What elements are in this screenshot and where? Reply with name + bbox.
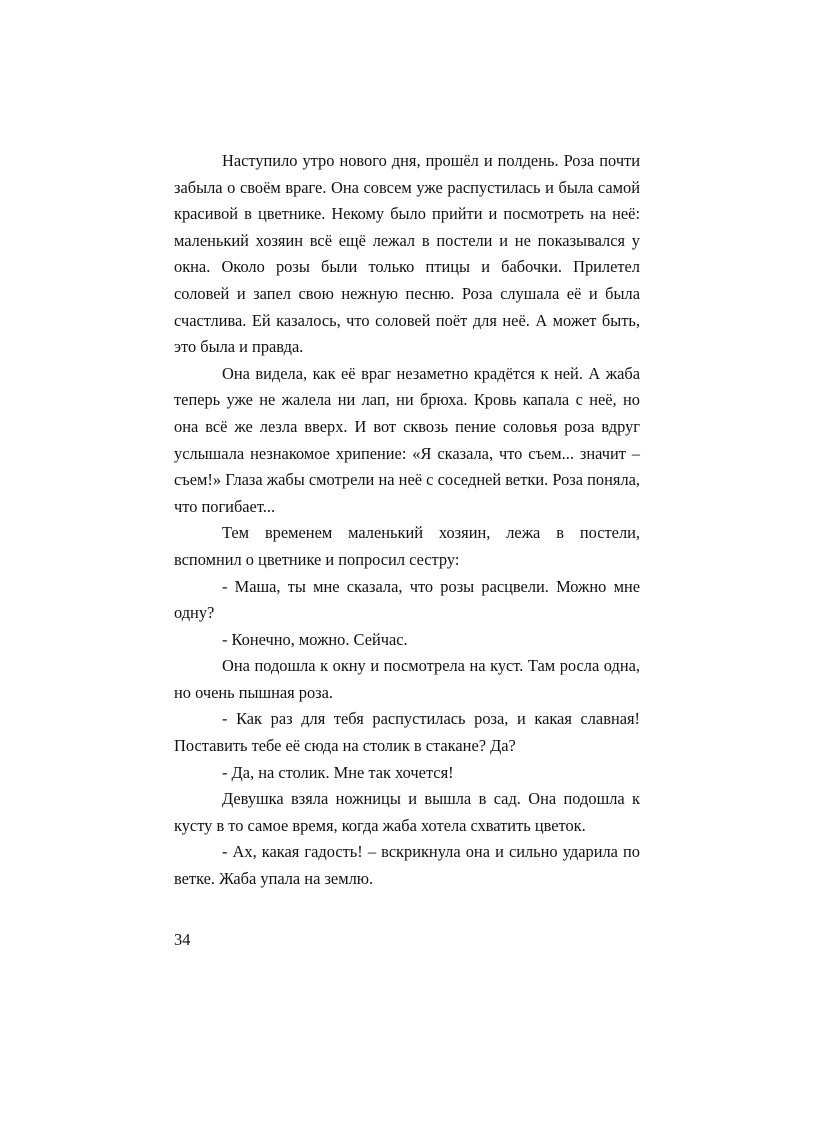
paragraph-3: Тем временем маленький хозяин, лежа в постели, вспомнил о цветнике и попросил сестру: bbox=[174, 523, 640, 569]
body-text bbox=[174, 148, 640, 893]
paragraph-6: Она подошла к окну и посмотрела на куст. Там росла одна, но очень пышная роза. bbox=[174, 656, 640, 702]
paragraph-9: Девушка взяла ножницы и вышла в сад. Она подошла к кусту в то самое время, когда жаба хотела схватить цветок. bbox=[174, 789, 640, 835]
paragraph-4: - Маша, ты мне сказала, что розы расцвели. Можно мне одну? bbox=[174, 576, 640, 623]
page-number: 34 bbox=[174, 930, 191, 949]
paragraph-5: - Конечно, можно. Сейчас. bbox=[222, 629, 408, 649]
paragraph-10: - Ах, какая гадость! – вскрикнула она и сильно ударила по ветке. Жаба упала на землю. bbox=[174, 842, 640, 889]
paragraph-1: Наступило утро нового дня, прошёл и полдень. Роза почти забыла о своём враге. Она совсем уже распустилась и была самой красивой в цветнике. Некому было прийти и посмотреть на неё: маленький хозяин всё ещё лежал в постели и не показывался у окна. Около розы были только птицы и бабочки. Прилетел соловей и запел свою нежную песню. Роза слушала её и была счастлива. Ей казалось, что соловей поёт для неё. А может быть, это была и правда. bbox=[174, 151, 640, 357]
paragraph-8: - Да, на столик. Мне так хочется! bbox=[222, 762, 454, 782]
paragraph-7: - Как раз для тебя распустилась роза, и какая славная! Поставить тебе её сюда на столик в стакане? Да? bbox=[174, 709, 640, 756]
paragraph-2: Она видела, как её враг незаметно крадётся к ней. А жаба теперь уже не жалела ни лап, ни брюха. Кровь капала с неё, но она всё же лезла вверх. И вот сквозь пение соловья роза вдруг услышала незнакомое хрипение: «Я сказала, что съем... значит – съем!» Глаза жабы смотрели на неё с соседней ветки. Роза поняла, что погибает... bbox=[174, 363, 640, 516]
